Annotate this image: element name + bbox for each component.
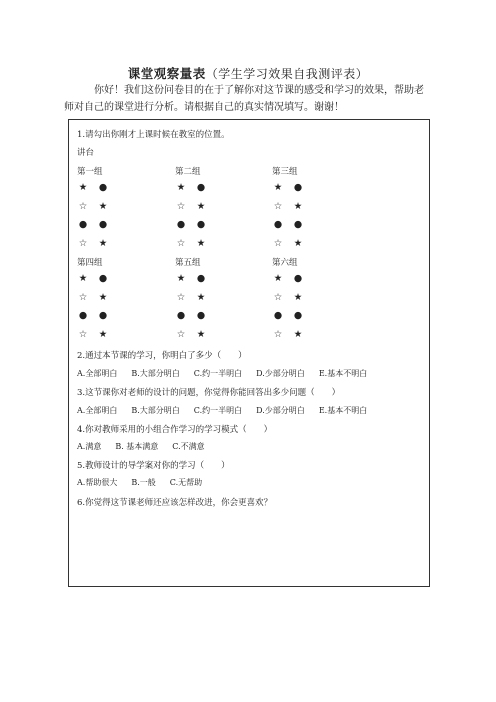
q2-option-b[interactable]: B.大部分明白 bbox=[131, 369, 180, 378]
q2-option-c[interactable]: C.约一半明白 bbox=[193, 369, 243, 378]
q4-option-a[interactable]: A.满意 bbox=[77, 442, 102, 451]
q2-option-e[interactable]: E.基本不明白 bbox=[318, 369, 368, 378]
seat-group-2-row-4-seat-2[interactable]: ★ bbox=[196, 237, 206, 249]
seat-group-5-row-4-seat-1[interactable]: ☆ bbox=[176, 328, 186, 340]
seat-group-2-row-3-seat-1[interactable]: ● bbox=[176, 219, 186, 230]
seat-group-4-row-1-seat-2[interactable]: ● bbox=[98, 273, 108, 284]
group-3-title: 第三组 bbox=[272, 167, 298, 177]
q4-options bbox=[77, 441, 219, 452]
seat-group-3-row-1-seat-1[interactable]: ★ bbox=[273, 182, 283, 193]
seat-group-3-row-3-seat-1[interactable]: ● bbox=[273, 219, 283, 230]
group-5-title: 第五组 bbox=[175, 258, 201, 268]
seat-group-3-row-2-seat-1[interactable]: ☆ bbox=[273, 200, 283, 212]
seat-group-3-row-3-seat-2[interactable]: ● bbox=[293, 219, 303, 230]
group-2-title: 第二组 bbox=[175, 167, 201, 177]
q4-option-c[interactable]: C.不满意 bbox=[172, 442, 205, 451]
q5-text: 5.教师设计的导学案对你的学习（ ） bbox=[77, 461, 230, 471]
seat-group-6-row-2-seat-1[interactable]: ☆ bbox=[273, 291, 283, 303]
seat-group-5-row-2-seat-1[interactable]: ☆ bbox=[176, 291, 186, 303]
seat-group-5-row-3-seat-1[interactable]: ● bbox=[176, 310, 186, 321]
seat-group-2-row-3-seat-2[interactable]: ● bbox=[196, 219, 206, 230]
q5-options bbox=[77, 477, 216, 488]
seat-group-1-row-2-seat-1[interactable]: ☆ bbox=[78, 200, 88, 212]
seat-group-6-row-4-seat-2[interactable]: ★ bbox=[293, 328, 303, 340]
seat-group-1-row-3-seat-2[interactable]: ● bbox=[98, 219, 108, 230]
q3-options bbox=[77, 405, 381, 416]
q5-option-a[interactable]: A.帮助很大 bbox=[77, 478, 118, 487]
seat-group-1-row-2-seat-2[interactable]: ★ bbox=[98, 200, 108, 212]
q3-option-b[interactable]: B.大部分明白 bbox=[131, 406, 180, 415]
q5-option-b[interactable]: B.一般 bbox=[131, 478, 156, 487]
q3-option-c[interactable]: C.约一半明白 bbox=[193, 406, 243, 415]
seat-group-4-row-4-seat-2[interactable]: ★ bbox=[98, 328, 108, 340]
seat-group-5-row-3-seat-2[interactable]: ● bbox=[196, 310, 206, 321]
q2-text: 2.通过本节课的学习，你明白了多少（ ） bbox=[77, 351, 247, 361]
q3-text: 3.这节课你对老师的设计的问题，你觉得你能回答出多少问题（ ） bbox=[77, 388, 341, 398]
q5-option-c[interactable]: C.无帮助 bbox=[169, 478, 203, 487]
seat-group-1-row-1-seat-2[interactable]: ● bbox=[98, 182, 108, 193]
seat-group-2-row-1-seat-1[interactable]: ★ bbox=[176, 182, 186, 193]
q6-text: 6.你觉得这节课老师还应该怎样改进，你会更喜欢？ bbox=[77, 498, 273, 508]
seat-group-6-row-4-seat-1[interactable]: ☆ bbox=[273, 328, 283, 340]
seat-group-6-row-2-seat-2[interactable]: ★ bbox=[293, 291, 303, 303]
group-4-title: 第四组 bbox=[77, 258, 103, 268]
q3-option-d[interactable]: D.少部分明白 bbox=[256, 406, 305, 415]
seat-group-1-row-4-seat-2[interactable]: ★ bbox=[98, 237, 108, 249]
seat-group-3-row-2-seat-2[interactable]: ★ bbox=[293, 200, 303, 212]
seat-group-6-row-3-seat-2[interactable]: ● bbox=[293, 310, 303, 321]
q2-options bbox=[77, 368, 381, 379]
seat-group-5-row-1-seat-1[interactable]: ★ bbox=[176, 273, 186, 284]
seat-group-1-row-4-seat-1[interactable]: ☆ bbox=[78, 237, 88, 249]
seat-group-1-row-3-seat-1[interactable]: ● bbox=[78, 219, 88, 230]
title-main: 课堂观察量表 bbox=[127, 66, 206, 81]
q4-text: 4.你对教师采用的小组合作学习的学习模式（ ） bbox=[77, 425, 273, 435]
intro-paragraph: 你好！我们这份问卷目的在于了解你对这节课的感受和学习的效果，帮助老师对自己的课堂进行分析。请根据自己的真实情况填写。谢谢！ bbox=[64, 85, 424, 113]
seat-group-5-row-4-seat-2[interactable]: ★ bbox=[196, 328, 206, 340]
seat-group-6-row-3-seat-1[interactable]: ● bbox=[273, 310, 283, 321]
group-6-title: 第六组 bbox=[272, 258, 298, 268]
seat-group-4-row-2-seat-1[interactable]: ☆ bbox=[78, 291, 88, 303]
q4-option-b[interactable]: B. 基本满意 bbox=[115, 442, 159, 451]
seat-group-2-row-2-seat-2[interactable]: ★ bbox=[196, 200, 206, 212]
seat-group-2-row-1-seat-2[interactable]: ● bbox=[196, 182, 206, 193]
seat-group-4-row-1-seat-1[interactable]: ★ bbox=[78, 273, 88, 284]
page-title bbox=[0, 64, 496, 82]
seat-group-3-row-1-seat-2[interactable]: ● bbox=[293, 182, 303, 193]
seat-group-4-row-3-seat-2[interactable]: ● bbox=[98, 310, 108, 321]
seat-group-5-row-1-seat-2[interactable]: ● bbox=[196, 273, 206, 284]
seat-group-1-row-1-seat-1[interactable]: ★ bbox=[78, 182, 88, 193]
seat-group-4-row-2-seat-2[interactable]: ★ bbox=[98, 291, 108, 303]
seat-group-3-row-4-seat-1[interactable]: ☆ bbox=[273, 237, 283, 249]
seat-group-4-row-4-seat-1[interactable]: ☆ bbox=[78, 328, 88, 340]
group-1-title: 第一组 bbox=[77, 167, 103, 177]
podium-label: 讲台 bbox=[77, 148, 95, 158]
seat-group-5-row-2-seat-2[interactable]: ★ bbox=[196, 291, 206, 303]
q2-option-a[interactable]: A.全部明白 bbox=[77, 369, 118, 378]
seat-group-6-row-1-seat-2[interactable]: ● bbox=[293, 273, 303, 284]
seat-group-2-row-2-seat-1[interactable]: ☆ bbox=[176, 200, 186, 212]
seat-group-3-row-4-seat-2[interactable]: ★ bbox=[293, 237, 303, 249]
q1-text: 1.请勾出你刚才上课时候在教室的位置。 bbox=[77, 130, 230, 140]
q3-option-a[interactable]: A.全部明白 bbox=[77, 406, 118, 415]
title-sub: （学生学习效果自我测评表） bbox=[205, 67, 369, 81]
q3-option-e[interactable]: E.基本不明白 bbox=[318, 406, 368, 415]
seat-group-2-row-4-seat-1[interactable]: ☆ bbox=[176, 237, 186, 249]
seat-group-6-row-1-seat-1[interactable]: ★ bbox=[273, 273, 283, 284]
seat-group-4-row-3-seat-1[interactable]: ● bbox=[78, 310, 88, 321]
survey-box bbox=[68, 119, 430, 587]
q2-option-d[interactable]: D.少部分明白 bbox=[256, 369, 305, 378]
